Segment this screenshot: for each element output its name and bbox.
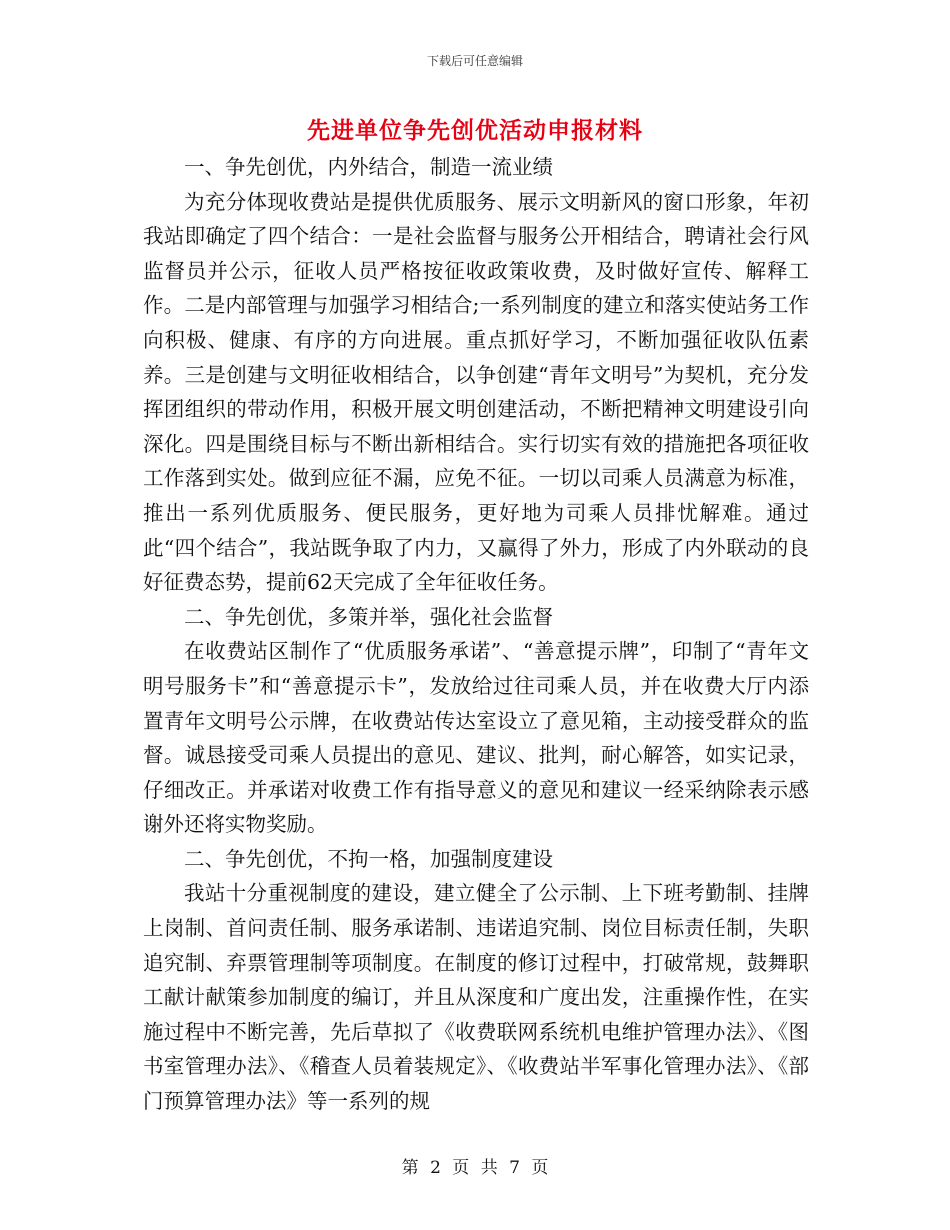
section-heading-3: 二、争先创优，不拘一格，加强制度建设 <box>184 846 553 871</box>
document-body <box>143 150 809 1119</box>
body-paragraph-3: 我站十分重视制度的建设，建立健全了公示制、上下班考勤制、挂牌上岗制、首问责任制、服务承诺制、违诺追究制、岗位目标责任制，失职追究制、弃票管理制等项制度。在制度的修订过程中，打破常规，鼓舞职工献计献策参加制度的编订，并且从深度和广度出发，注重操作性，在实施过程中不断完善，先后草拟了《收费联网系统机电维护管理办法》、《图书室管理办法》、《稽查人员着装规定》、《收费站半军事化管理办法》、《部门预算管理办法》等一系列的规 <box>143 881 809 1114</box>
body-paragraph-2: 在收费站区制作了“优质服务承诺”、“善意提示牌”，印制了“青年文明号服务卡”和“善意提示卡”，发放给过往司乘人员，并在收费大厅内添置青年文明号公示牌，在收费站传达室设立了意见箱，主动接受群众的监督。诚恳接受司乘人员提出的意见、建议、批判，耐心解答，如实记录，仔细改正。并承诺对收费工作有指导意义的意见和建议一经采纳除表示感谢外还将实物奖励。 <box>143 639 809 837</box>
page-header-note: 下载后可任意编辑 <box>426 54 523 68</box>
section-heading-2: 二、争先创优，多策并举，强化社会监督 <box>184 604 553 629</box>
section-heading-1: 一、争先创优，内外结合，制造一流业绩 <box>184 155 553 179</box>
document-title: 先进单位争先创优活动申报材料 <box>307 117 643 144</box>
body-paragraph-1: 为充分体现收费站是提供优质服务、展示文明新风的窗口形象，年初我站即确定了四个结合：一是社会监督与服务公开相结合，聘请社会行风监督员并公示，征收人员严格按征收政策收费，及时做好宣传、解释工作。二是内部管理与加强学习相结合;一系列制度的建立和落实使站务工作向积极、健康、有序的方向进展。重点抓好学习，不断加强征收队伍素养。三是创建与文明征收相结合，以争创建“青年文明号”为契机，充分发挥团组织的带动作用，积极开展文明创建活动，不断把精神文明建设引向深化。四是围绕目标与不断出新相结合。实行切实有效的措施把各项征收工作落到实处。做到应征不漏，应免不征。一切以司乘人员满意为标准，推出一系列优质服务、便民服务，更好地为司乘人员排忧解难。通过此“四个结合”，我站既争取了内力，又赢得了外力，形成了内外联动的良好征费态势，提前62天完成了全年征收任务。 <box>143 189 809 595</box>
page-number-footer: 第 2 页 共 7 页 <box>401 1158 549 1178</box>
